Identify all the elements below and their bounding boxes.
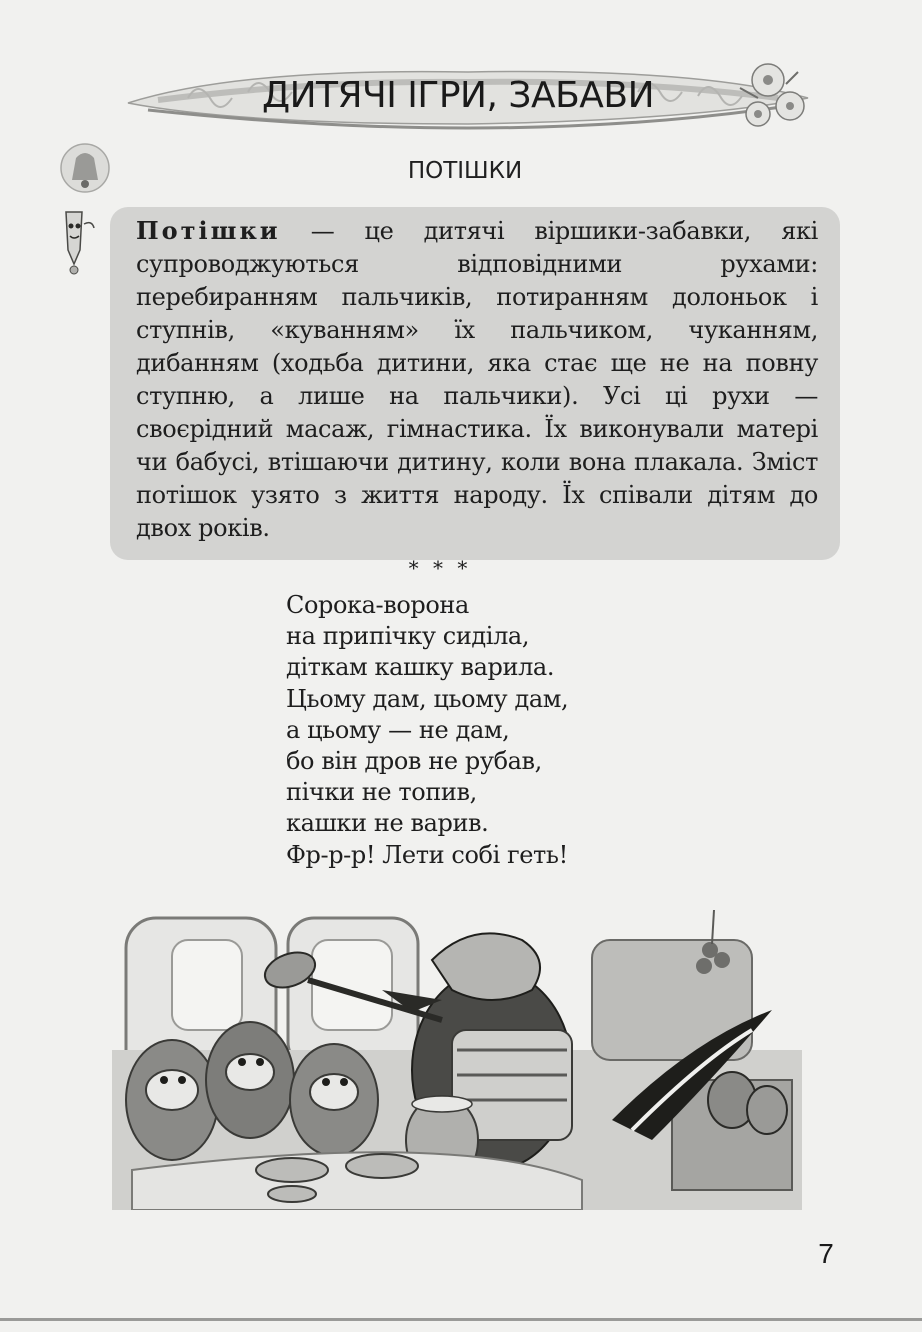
poem-line: на припічку сиділа, bbox=[286, 622, 530, 651]
definition-text bbox=[136, 214, 818, 545]
section-title: ПОТІШКИ bbox=[407, 158, 523, 184]
definition-term: Потішки bbox=[136, 216, 281, 245]
poem-line: Сорока-ворона bbox=[286, 591, 469, 619]
poem-line: Фр-р-р! Лети собі геть! bbox=[286, 840, 568, 869]
illustration-magpie-feeding-chicks bbox=[112, 900, 802, 1210]
definition-body: — це дитячі віршики-забавки, які супроводжуються відповідними рухами: перебиранням пальчиків, потиранням долоньок і ступнів, «куванням» їх пальчиком, чуканням, дибанням (ходьба дитини, яка стає ще не на повну ступню, а лише на пальчики). Усі ці рухи — своєрідний масаж, гімнастика. Їх виконували матері чи бабусі, втішаючи дитину, коли вона плакала. Зміст потішок узято з життя народу. Їх співали дітям до двох років. bbox=[136, 217, 818, 542]
page-number: 7 bbox=[818, 1238, 834, 1269]
poem-line: бо він дров не рубав, bbox=[286, 747, 542, 776]
flowers-decoration-icon bbox=[728, 58, 818, 138]
pencil-character-icon bbox=[54, 206, 104, 276]
page-bottom-edge bbox=[0, 1318, 922, 1321]
poem-line: Цьому дам, цьому дам, bbox=[286, 684, 569, 713]
poem-line: діткам кашку варила. bbox=[286, 653, 555, 682]
chapter-title: ДИТЯЧІ ІГРИ, ЗАБАВИ bbox=[261, 75, 655, 116]
section-separator: * * * bbox=[408, 556, 472, 580]
poem-line: кашки не варив. bbox=[286, 809, 489, 838]
poem bbox=[286, 590, 568, 871]
poem-line: пічки не топив, bbox=[286, 778, 477, 807]
poem-line: а цьому — не дам, bbox=[286, 715, 510, 744]
bell-icon bbox=[60, 140, 110, 196]
